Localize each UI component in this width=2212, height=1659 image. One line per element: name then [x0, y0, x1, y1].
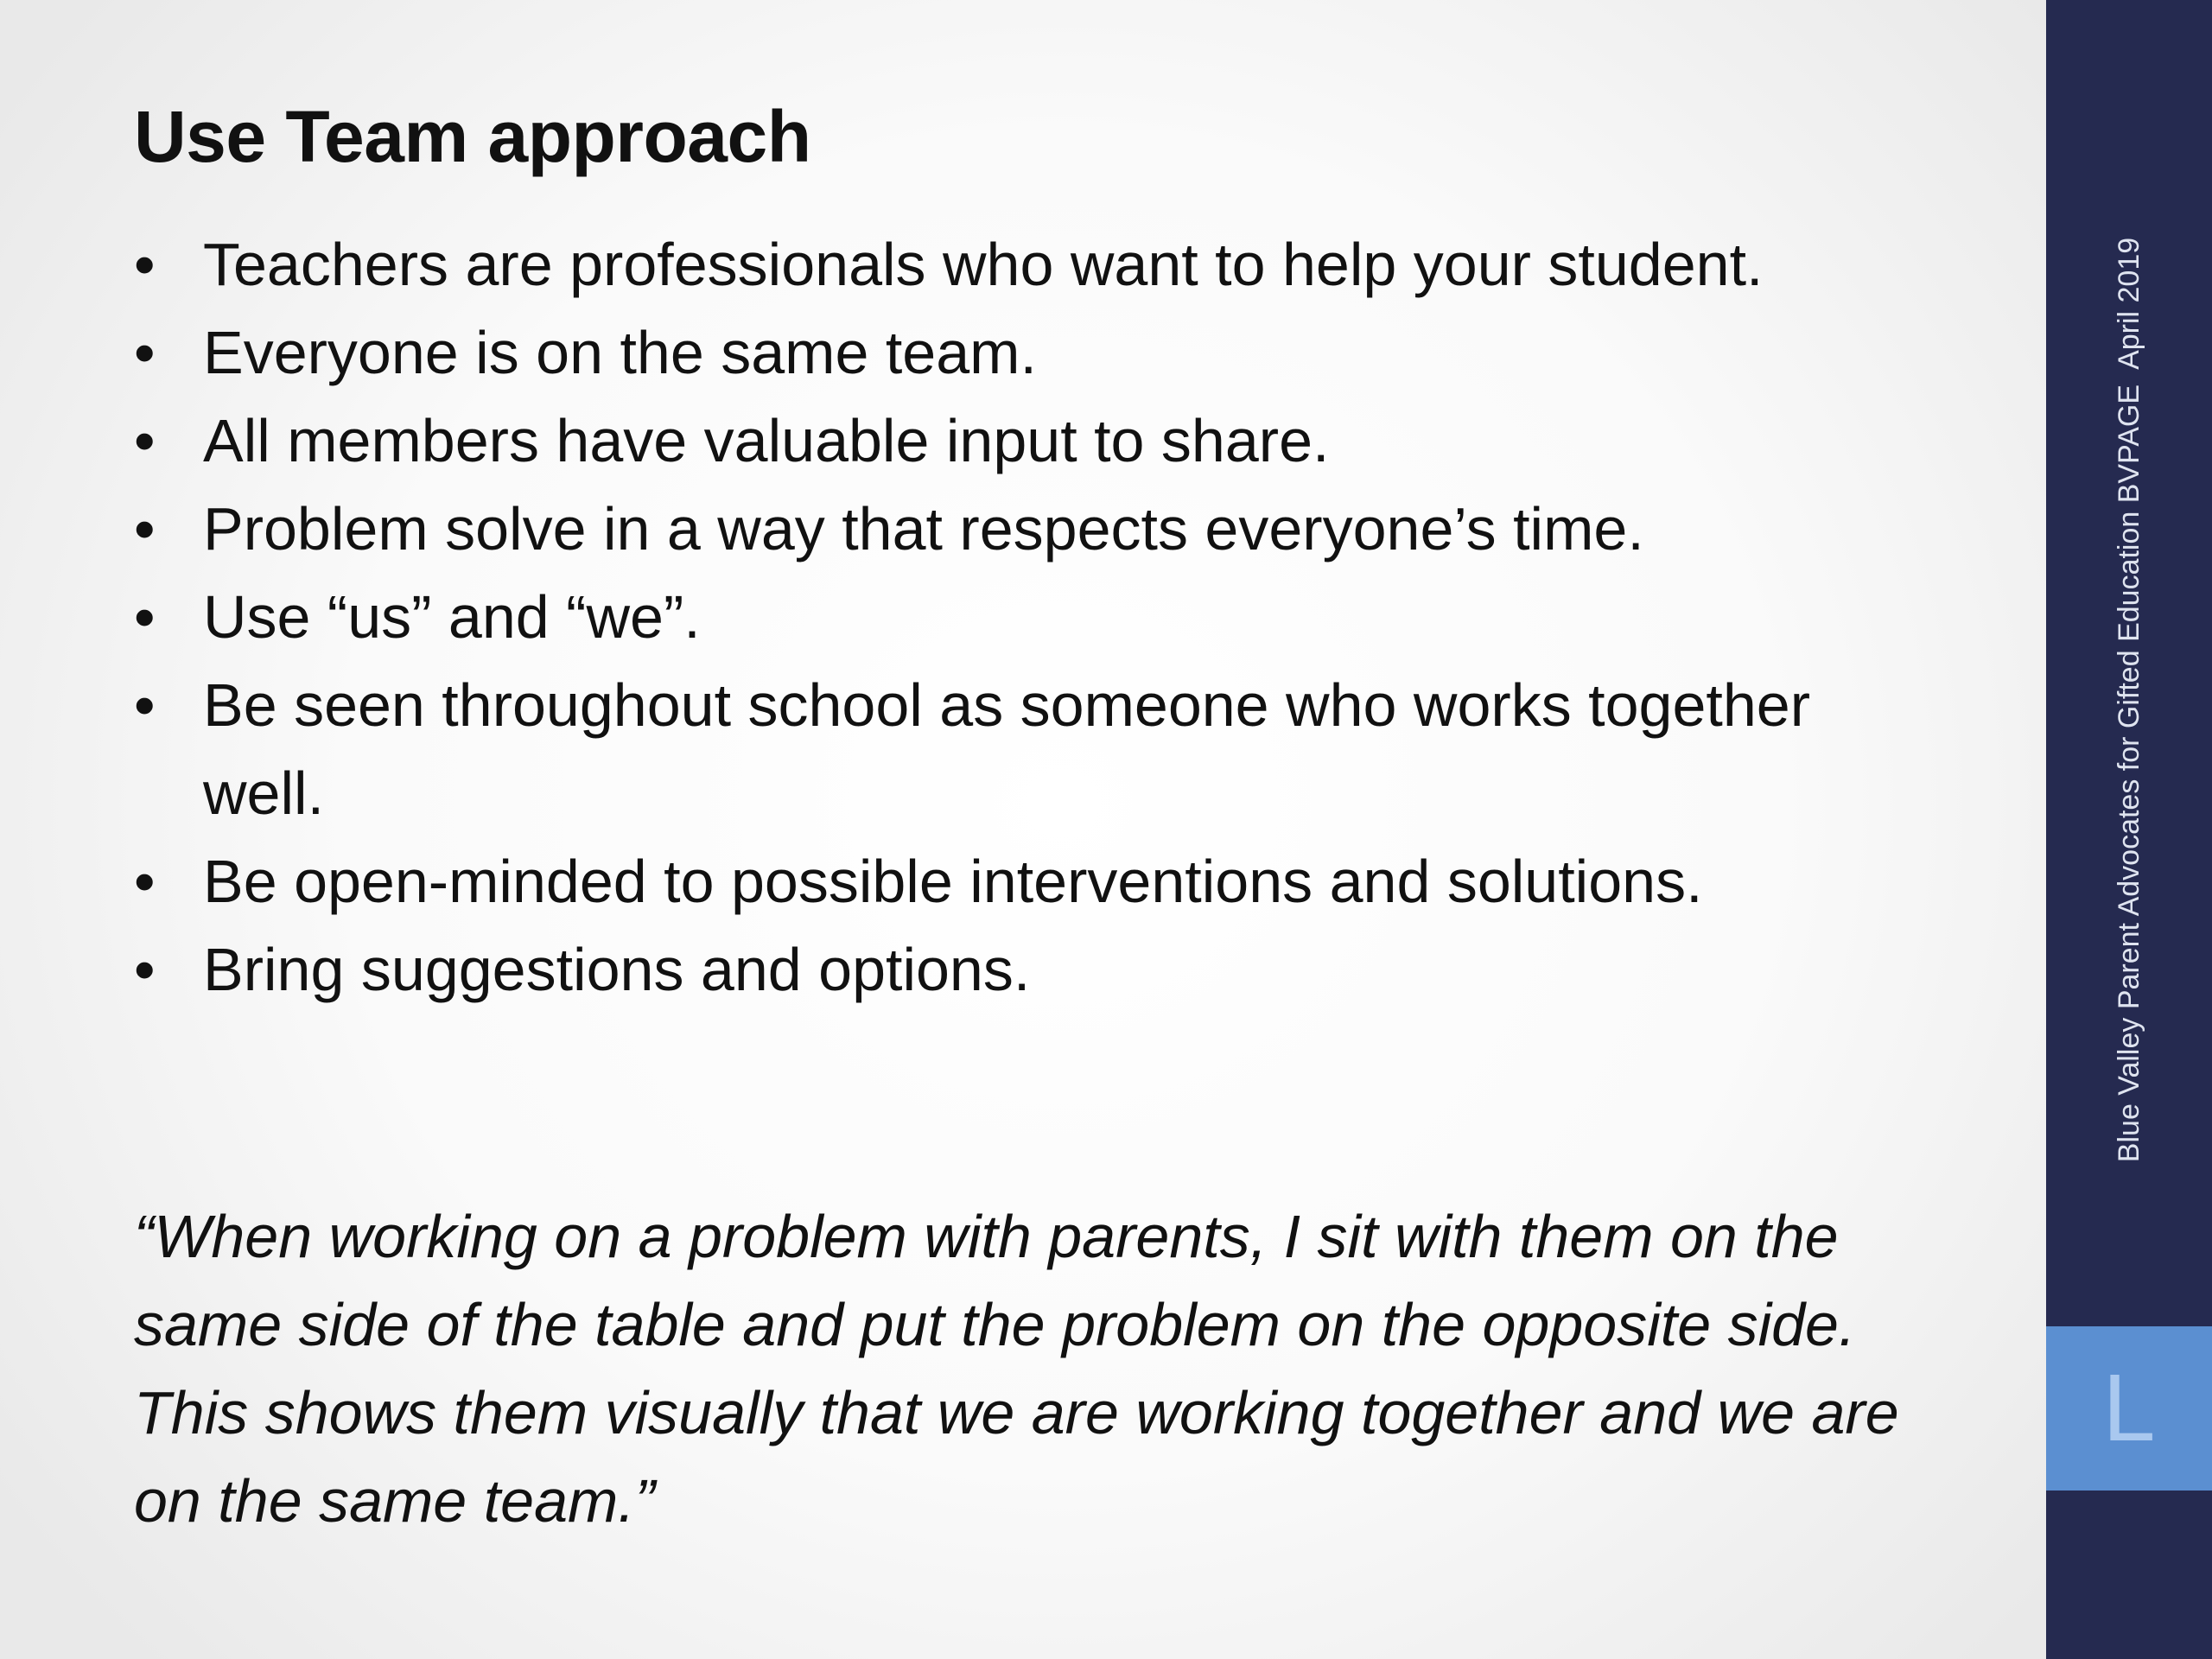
bullet-text: Be seen throughout school as someone who works together well. [203, 671, 1811, 827]
list-item [134, 573, 1931, 661]
bullet-dot-icon: • [134, 848, 156, 915]
list-item [134, 397, 1931, 485]
bullet-dot-icon: • [134, 231, 156, 298]
bullet-text: Problem solve in a way that respects everyone’s time. [203, 495, 1644, 563]
bullet-text: All members have valuable input to share. [203, 407, 1330, 474]
list-item [134, 485, 1931, 573]
bullet-text: Use “us” and “we”. [203, 583, 701, 651]
bullet-text: Everyone is on the same team. [203, 319, 1037, 386]
vertical-footer-text: Blue Valley Parent Advocates for Gifted Education BVPAGE April 2019 [2113, 237, 2145, 1163]
section-label-letter: L [2102, 1355, 2156, 1461]
slide-title: Use Team approach [134, 96, 811, 177]
bullet-dot-icon: • [134, 319, 156, 386]
list-item [134, 308, 1931, 397]
bullet-dot-icon: • [134, 407, 156, 474]
bullet-dot-icon: • [134, 583, 156, 651]
list-item [134, 220, 1931, 308]
bullet-text: Teachers are professionals who want to help your student. [203, 231, 1764, 298]
bullet-dot-icon: • [134, 495, 156, 563]
bullet-text: Bring suggestions and options. [203, 936, 1031, 1003]
bullet-dot-icon: • [134, 671, 156, 739]
bullet-list [134, 220, 1931, 1014]
list-item [134, 661, 1931, 837]
quote-text: “When working on a problem with parents, I sit with them on the same side of the table and put the problem on the opposite side. This shows them visually that we are working together and we are on the same team.” [134, 1203, 1899, 1535]
list-item [134, 837, 1931, 925]
bullet-dot-icon: • [134, 936, 156, 1003]
bullet-text: Be open-minded to possible interventions and solutions. [203, 848, 1703, 915]
section-label-box [2046, 1326, 2212, 1491]
list-item [134, 925, 1931, 1014]
